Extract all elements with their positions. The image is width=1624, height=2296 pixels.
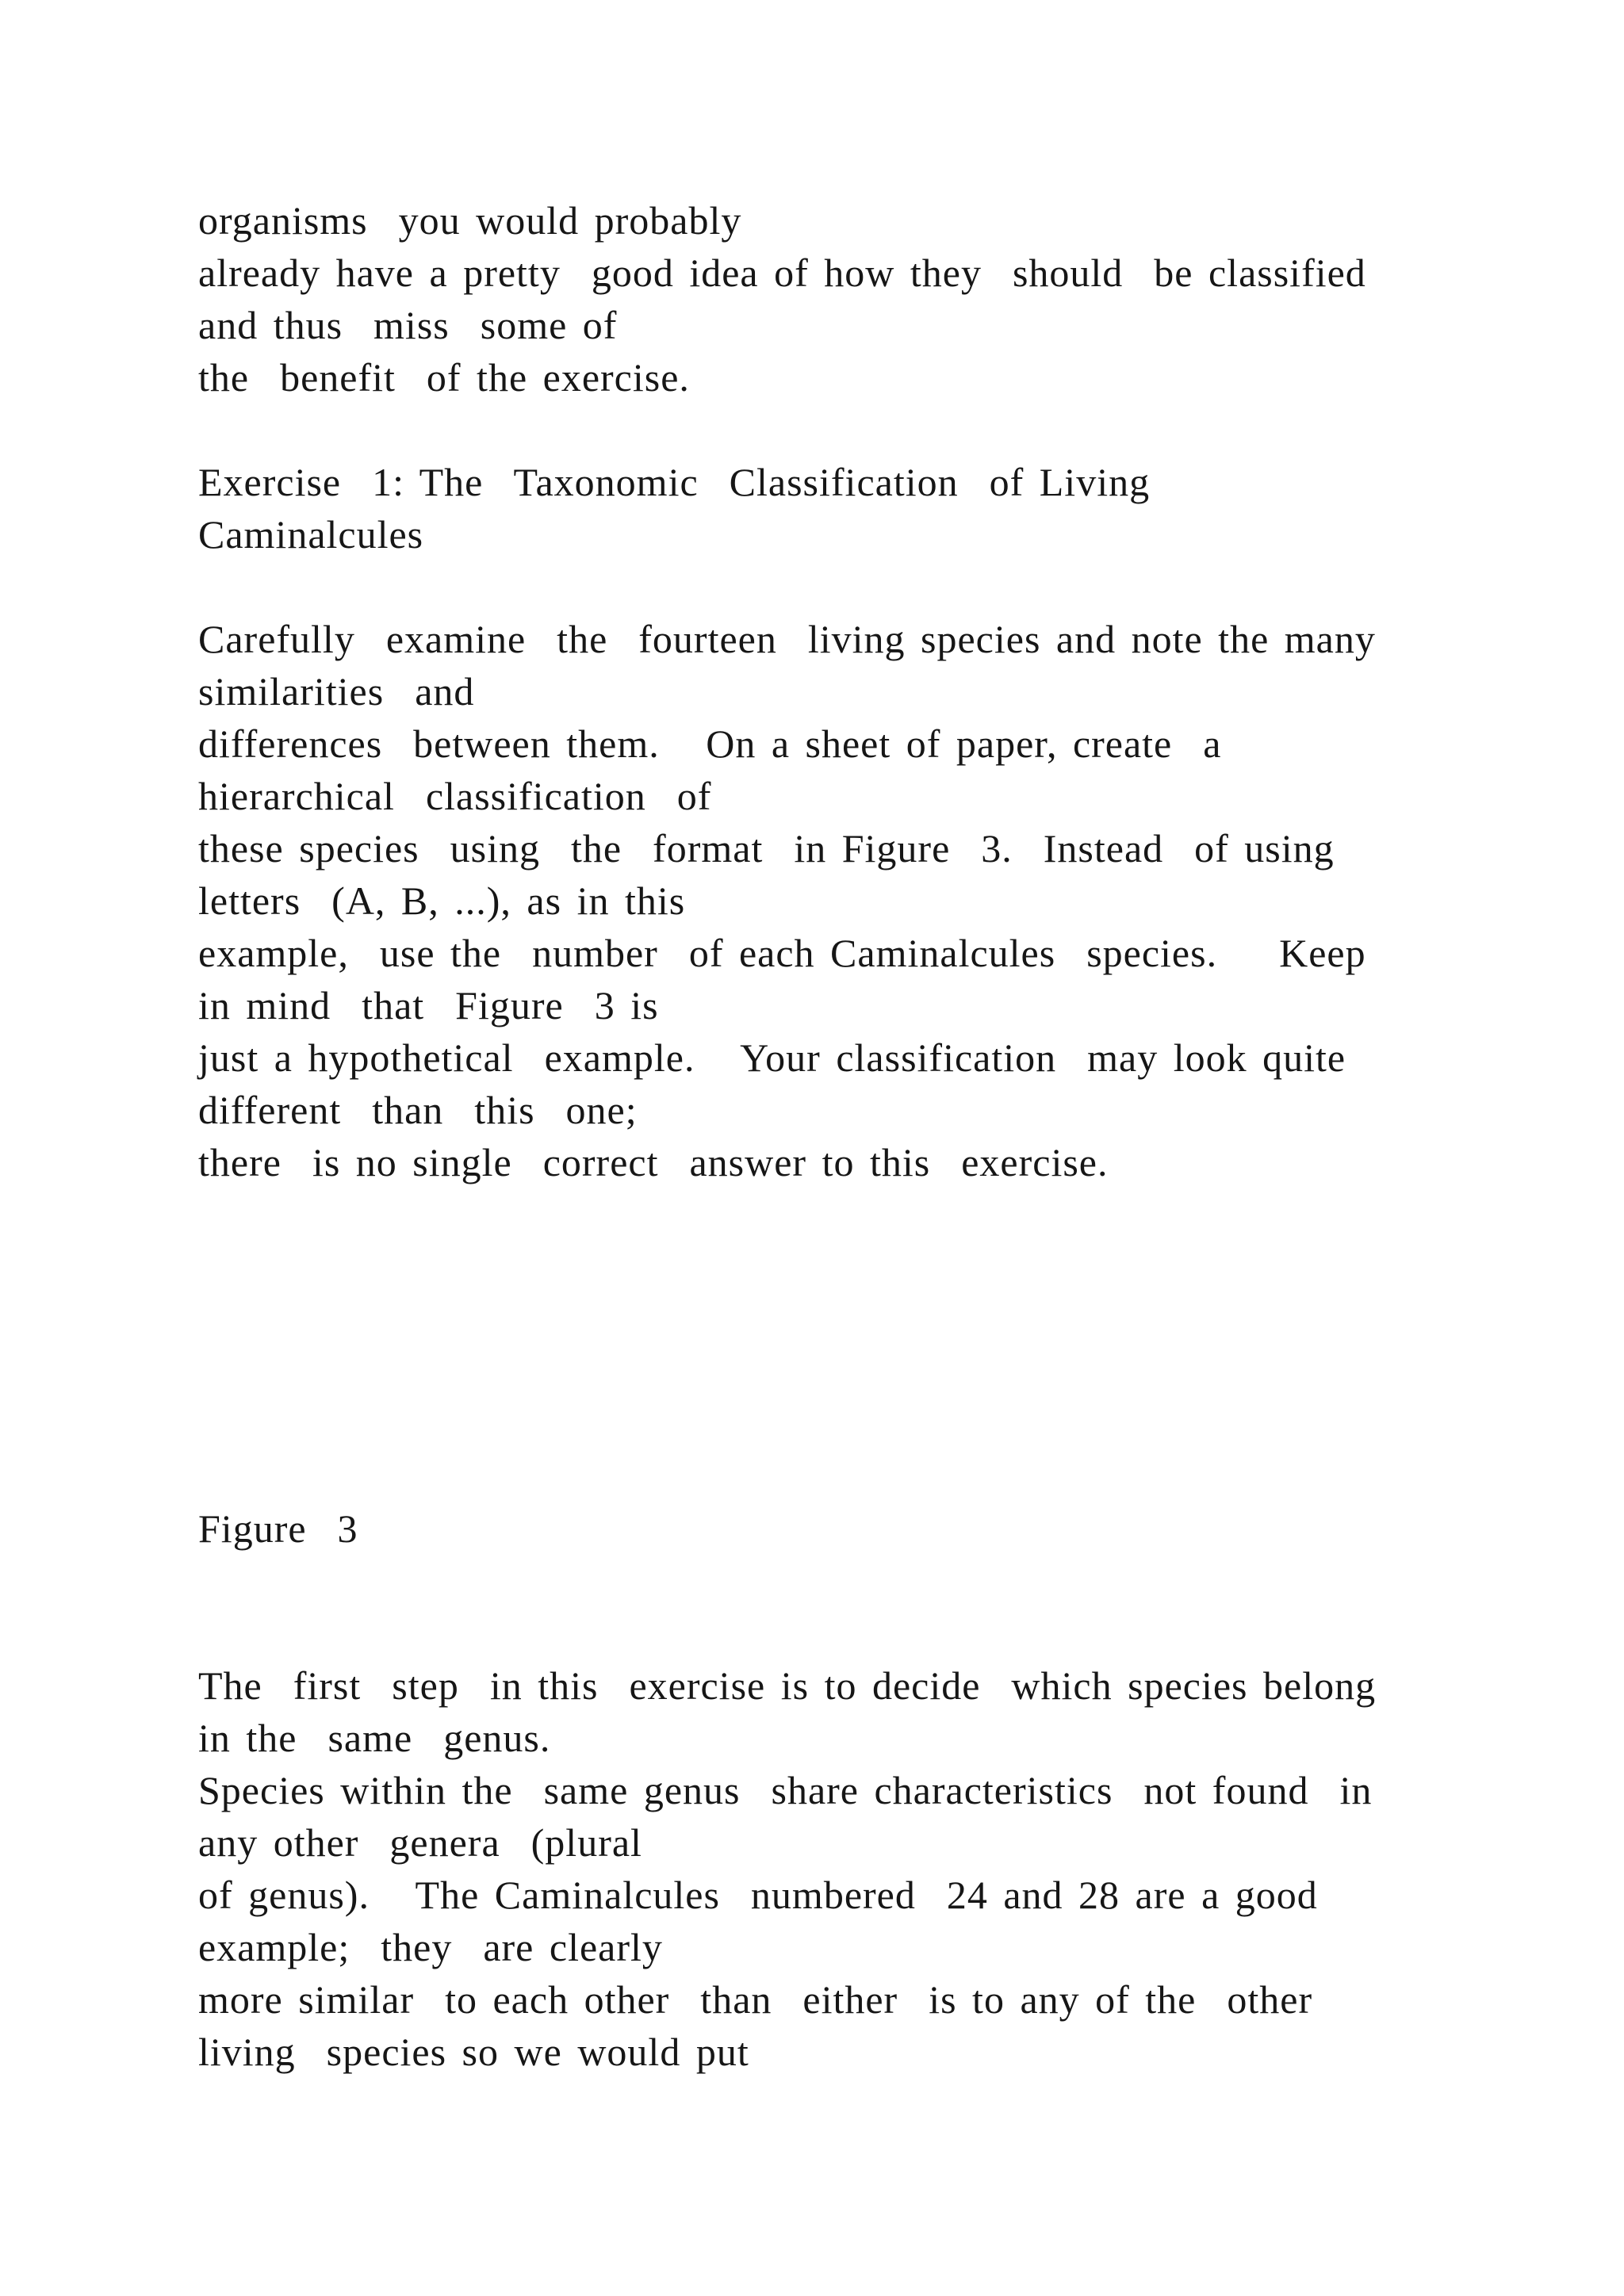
exercise-line: different than this one;	[198, 1088, 638, 1132]
body-line: Species within the same genus share characteristics not found in	[198, 1768, 1373, 1812]
exercise-line: these species using the format in Figure 3. Instead of using	[198, 826, 1335, 871]
exercise-line: differences between them. On a sheet of paper, create a	[198, 721, 1222, 766]
exercise-line: example, use the number of each Caminalcules species. Keep	[198, 931, 1366, 975]
exercise-line: Carefully examine the fourteen living species and note the many	[198, 617, 1376, 661]
intro-line: the benefit of the exercise.	[198, 355, 690, 400]
body-line: The first step in this exercise is to decide which species belong	[198, 1663, 1377, 1708]
figure-label: Figure 3	[198, 1506, 358, 1551]
body-line: living species so we would put	[198, 2030, 749, 2074]
body-line: more similar to each other than either is to any of the other	[198, 1977, 1313, 2022]
exercise-heading-line: Exercise 1: The Taxonomic Classification of Living	[198, 460, 1151, 504]
intro-line: organisms you would probably	[198, 198, 742, 243]
body-line: in the same genus.	[198, 1716, 551, 1760]
exercise-line: in mind that Figure 3 is	[198, 983, 659, 1027]
exercise-line: hierarchical classification of	[198, 774, 712, 818]
intro-line: already have a pretty good idea of how they should be classified	[198, 251, 1366, 295]
exercise-heading-line: Caminalcules	[198, 512, 424, 557]
exercise-line: similarities and	[198, 669, 475, 714]
exercise-line: there is no single correct answer to this exercise.	[198, 1140, 1109, 1184]
body-line: example; they are clearly	[198, 1925, 663, 1969]
intro-line: and thus miss some of	[198, 303, 618, 347]
exercise-line: just a hypothetical example. Your classification may look quite	[198, 1035, 1346, 1080]
exercise-line: letters (A, B, ...), as in this	[198, 878, 686, 923]
body-line: of genus). The Caminalcules numbered 24 and 28 are a good	[198, 1873, 1318, 1917]
body-line: any other genera (plural	[198, 1820, 642, 1865]
